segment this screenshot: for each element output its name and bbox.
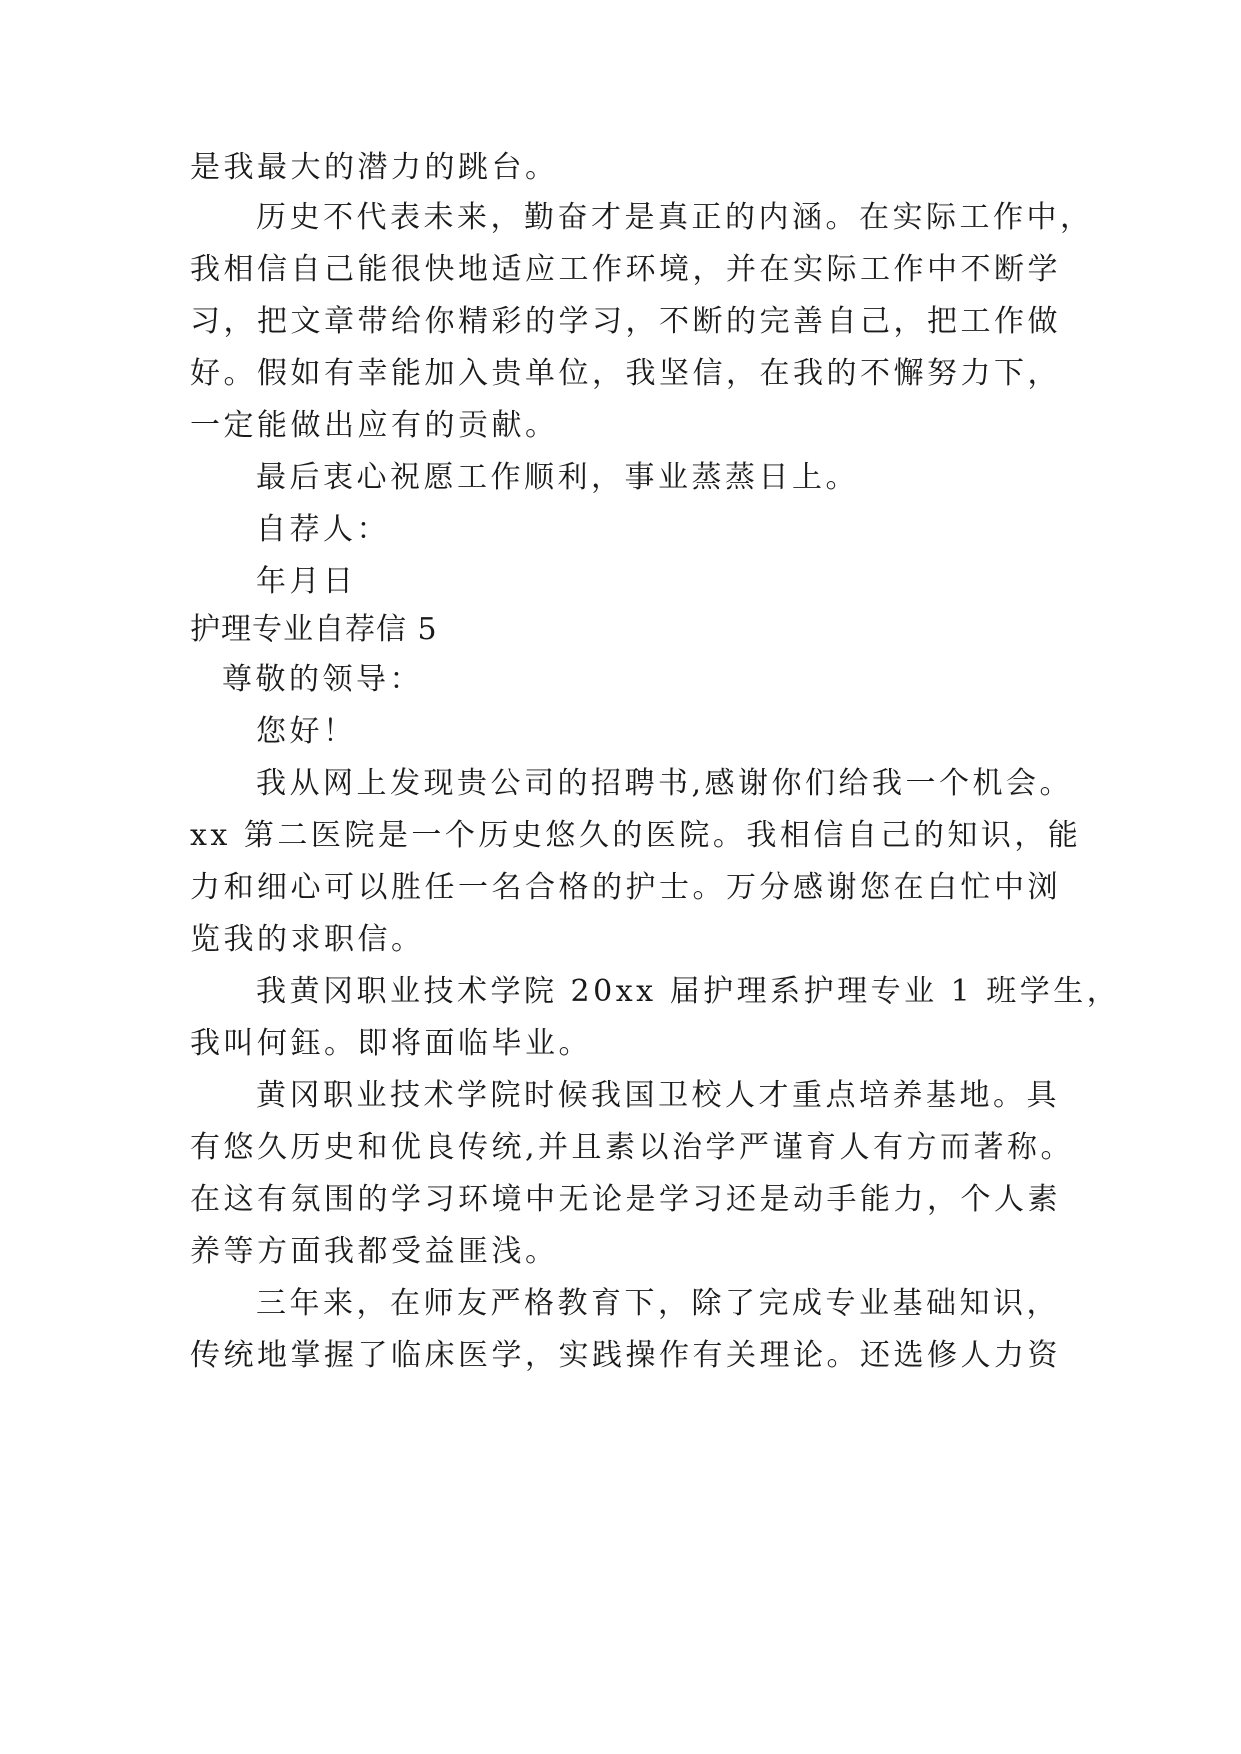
- text-line: 黄冈职业技术学院时候我国卫校人才重点培养基地。具: [256, 1078, 1060, 1113]
- signature-label: 自荐人：: [256, 512, 390, 547]
- text-line: 是我最大的潜力的跳台。: [190, 150, 559, 185]
- text-line: 最后衷心祝愿工作顺利，事业蒸蒸日上。: [256, 460, 859, 495]
- text-line: 养等方面我都受益匪浅。: [190, 1234, 559, 1269]
- text-line: 我叫何鈺。即将面临毕业。: [190, 1026, 592, 1061]
- text-line: xx 第二医院是一个历史悠久的医院。我相信自己的知识，能: [190, 818, 1082, 853]
- text-line: 我黄冈职业技术学院 20xx 届护理系护理专业 1 班学生，: [256, 974, 1121, 1009]
- text-line: 一定能做出应有的贡献。: [190, 408, 559, 443]
- text-line: 力和细心可以胜任一名合格的护士。万分感谢您在白忙中浏: [190, 870, 1061, 905]
- text-line: 览我的求职信。: [190, 922, 425, 957]
- greeting: 您好！: [256, 714, 357, 749]
- date-line: 年月日: [256, 564, 357, 599]
- text-line: 有悠久历史和优良传统,并且素以治学严谨育人有方而著称。: [190, 1130, 1075, 1165]
- salutation: 尊敬的领导：: [222, 662, 423, 697]
- text-line: 三年来，在师友严格教育下，除了完成专业基础知识，: [256, 1286, 1060, 1321]
- text-line: 我相信自己能很快地适应工作环境，并在实际工作中不断学: [190, 252, 1061, 287]
- text-line: 历史不代表未来，勤奋才是真正的内涵。在实际工作中，: [256, 200, 1094, 235]
- text-line: 传统地掌握了临床医学，实践操作有关理论。还选修人力资: [190, 1338, 1061, 1373]
- section-title: 护理专业自荐信 5: [190, 612, 438, 647]
- text-line: 习，把文章带给你精彩的学习，不断的完善自己，把工作做: [190, 304, 1061, 339]
- text-line: 在这有氛围的学习环境中无论是学习还是动手能力，个人素: [190, 1182, 1061, 1217]
- text-line: 好。假如有幸能加入贵单位，我坚信，在我的不懈努力下，: [190, 356, 1061, 391]
- text-line: 我从网上发现贵公司的招聘书,感谢你们给我一个机会。: [256, 766, 1074, 801]
